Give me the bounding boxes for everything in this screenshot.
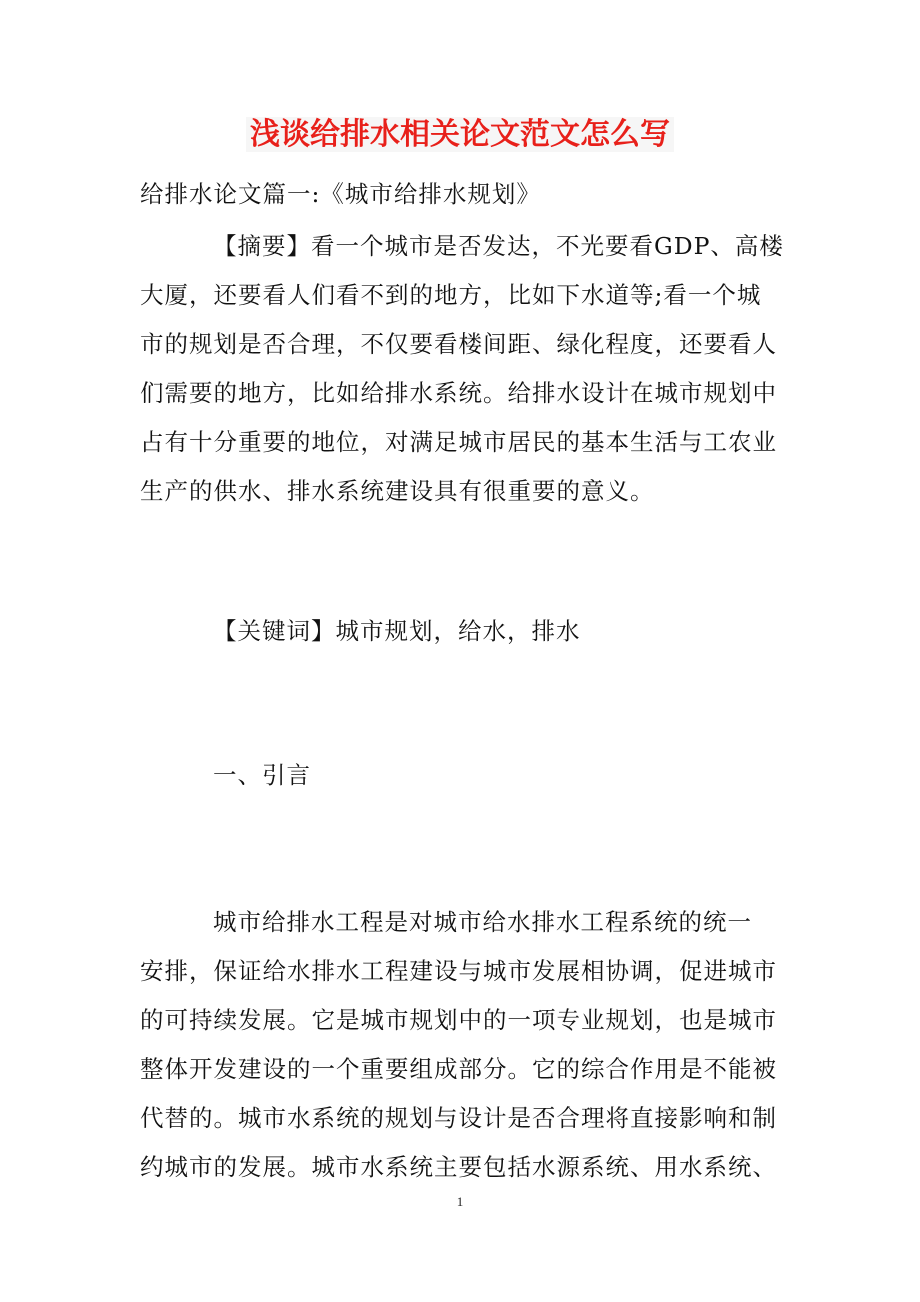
- intro-line-6: 约城市的发展。城市水系统主要包括水源系统、用水系统、: [140, 1153, 777, 1181]
- abstract-line-5: 占有十分重要的地位，对满足城市居民的基本生活与工农业: [140, 428, 777, 456]
- intro-line-5: 代替的。城市水系统的规划与设计是否合理将直接影响和制: [140, 1104, 777, 1132]
- document-title: [0, 110, 920, 160]
- abstract-line-4: 们需要的地方，比如给排水系统。给排水设计在城市规划中: [140, 379, 777, 407]
- intro-line-3: 的可持续发展。它是城市规划中的一项专业规划，也是城市: [140, 1006, 777, 1034]
- intro-line-4: 整体开发建设的一个重要组成部分。它的综合作用是不能被: [140, 1055, 777, 1083]
- intro-line-2: 安排，保证给水排水工程建设与城市发展相协调，促进城市: [140, 957, 777, 985]
- page-number: 1: [456, 1194, 464, 1209]
- abstract-line-3: 市的规划是否合理，不仅要看楼间距、绿化程度，还要看人: [140, 330, 777, 358]
- subtitle: 给排水论文篇一:《城市给排水规划》: [140, 180, 541, 208]
- abstract-line-2: 大厦，还要看人们看不到的地方，比如下水道等;看一个城: [140, 281, 762, 309]
- section-heading: 一、引言: [213, 761, 311, 789]
- abstract-line-6: 生产的供水、排水系统建设具有很重要的意义。: [140, 477, 655, 505]
- keywords: 【关键词】城市规划，给水，排水: [213, 617, 581, 645]
- intro-line-1: 城市给排水工程是对城市给水排水工程系统的统一: [213, 908, 752, 936]
- abstract-line-1: 【摘要】看一个城市是否发达，不光要看GDP、高楼: [213, 232, 784, 260]
- document-title-text: 浅谈给排水相关论文范文怎么写: [246, 117, 674, 152]
